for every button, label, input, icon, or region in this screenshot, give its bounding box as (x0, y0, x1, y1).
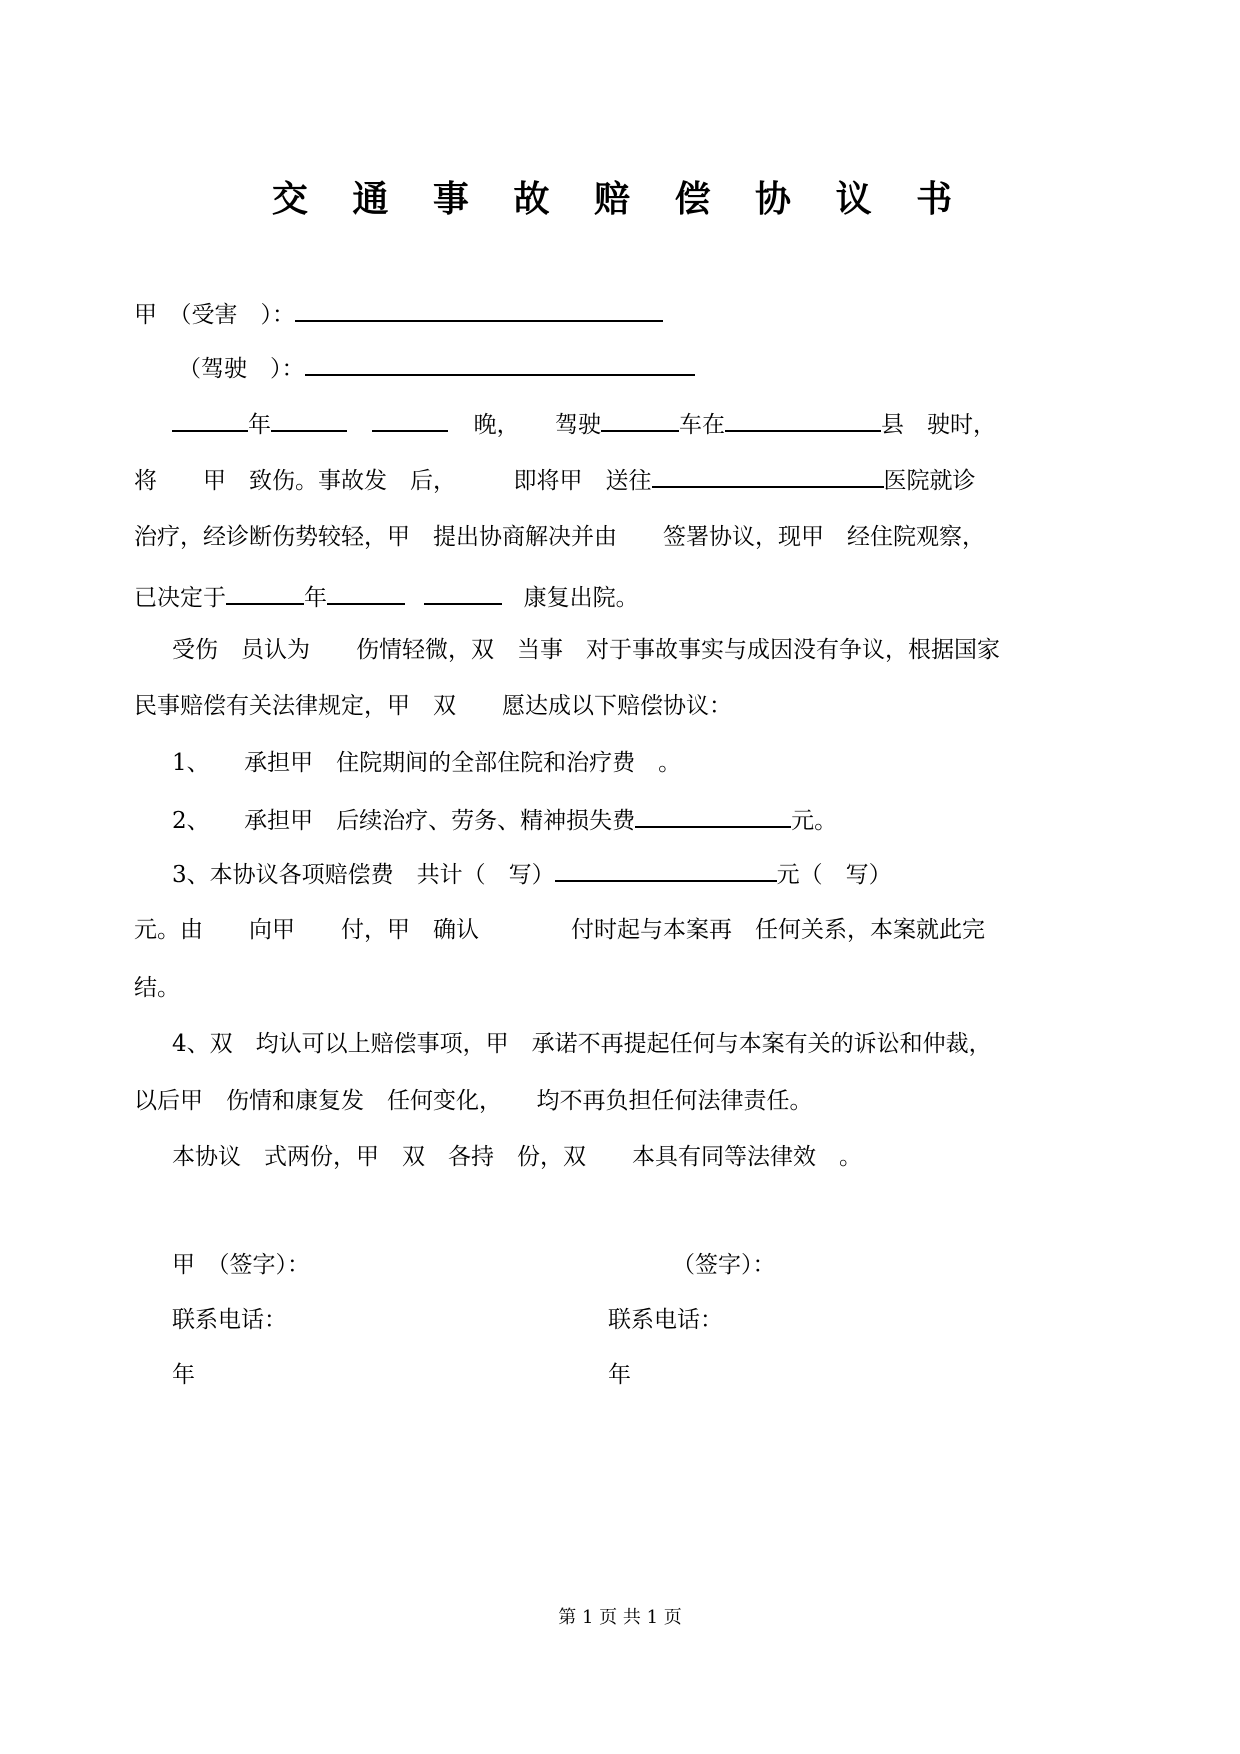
item-2 (172, 798, 837, 841)
discharge-year-label: 年 (304, 585, 327, 611)
para1-line2-text: 将 甲 致伤。事故发 后， 即将甲 送往 (134, 468, 652, 494)
recover-label: 康复出院。 (523, 585, 639, 611)
item-3-text: 3、本协议各项赔偿费 共计（ 写） (172, 862, 555, 888)
drive-label: 驾驶 (554, 412, 601, 438)
discharge-year-blank[interactable] (226, 575, 304, 605)
location-blank[interactable] (725, 402, 881, 432)
party-b-phone[interactable]: 联系电话： (608, 1307, 723, 1333)
hospital-blank[interactable] (652, 458, 884, 488)
item-3-total-blank[interactable] (555, 852, 777, 882)
car-at-label: 车在 (678, 412, 725, 438)
county-label: 县 驶时， (880, 412, 996, 438)
item-3-unit: 元（ 写） (776, 862, 892, 888)
para1-line3: 治疗，经诊断伤势较轻，甲 提出协商解决并由 签署协议，现甲 经住院观察， (134, 524, 985, 550)
year-label: 年 (248, 412, 271, 438)
party-a-label: 甲 （受害 ）： (134, 302, 295, 328)
decided-label: 已决定于 (134, 585, 226, 611)
item-2-unit: 元。 (791, 808, 838, 834)
accident-day-blank[interactable] (372, 402, 448, 432)
item-4-line2: 以后甲 伤情和康复发 任何变化， 均不再负担任何法律责任。 (134, 1088, 813, 1114)
party-b-date[interactable]: 年 (608, 1362, 631, 1388)
item-3-line1 (172, 852, 892, 895)
party-b-signature[interactable]: （签字）： (672, 1252, 776, 1278)
party-b-line (178, 346, 695, 389)
item-2-amount-blank[interactable] (635, 798, 791, 828)
item-3-line3: 结。 (134, 975, 180, 1001)
item-1: 1、 承担甲 住院期间的全部住院和治疗费 。 (172, 750, 682, 776)
item-4-line1: 4、双 均认可以上赔偿事项，甲 承诺不再提起任何与本案有关的诉讼和仲裁， (172, 1031, 992, 1057)
driver-blank[interactable] (601, 402, 679, 432)
document-title: 交 通 事 故 赔 偿 协 议 书 (271, 179, 969, 220)
para2-line2: 民事赔偿有关法律规定，甲 双 愿达成以下赔偿协议： (134, 693, 732, 719)
para1-line2 (134, 458, 976, 501)
item-2-text: 2、 承担甲 后续治疗、劳务、精神损失费 (172, 808, 636, 834)
item-3-line2: 元。由 向甲 付，甲 确认 付时起与本案再 任何关系，本案就此完 (134, 917, 985, 943)
evening-label: 晚， (473, 412, 520, 438)
party-a-date[interactable]: 年 (172, 1362, 195, 1388)
para1-line4 (134, 575, 639, 618)
discharge-month-blank[interactable] (327, 575, 405, 605)
party-a-blank[interactable] (295, 292, 663, 322)
party-a-line (134, 292, 663, 335)
accident-year-blank[interactable] (172, 402, 248, 432)
discharge-day-blank[interactable] (424, 575, 502, 605)
para1-line1 (172, 402, 996, 445)
para2-line1: 受伤 员认为 伤情轻微，双 当事 对于事故事实与成因没有争议，根据国家 (172, 637, 1000, 663)
party-b-label: （驾驶 ）： (178, 356, 305, 382)
hospital-label: 医院就诊 (883, 468, 976, 494)
party-a-phone[interactable]: 联系电话： (172, 1307, 287, 1333)
party-b-blank[interactable] (305, 346, 695, 376)
accident-month-blank[interactable] (271, 402, 347, 432)
closing-line: 本协议 式两份，甲 双 各持 份，双 本具有同等法律效 。 (172, 1144, 862, 1170)
party-a-signature[interactable]: 甲 （签字）： (172, 1252, 310, 1278)
page-number-footer: 第 1 页 共 1 页 (558, 1607, 682, 1628)
